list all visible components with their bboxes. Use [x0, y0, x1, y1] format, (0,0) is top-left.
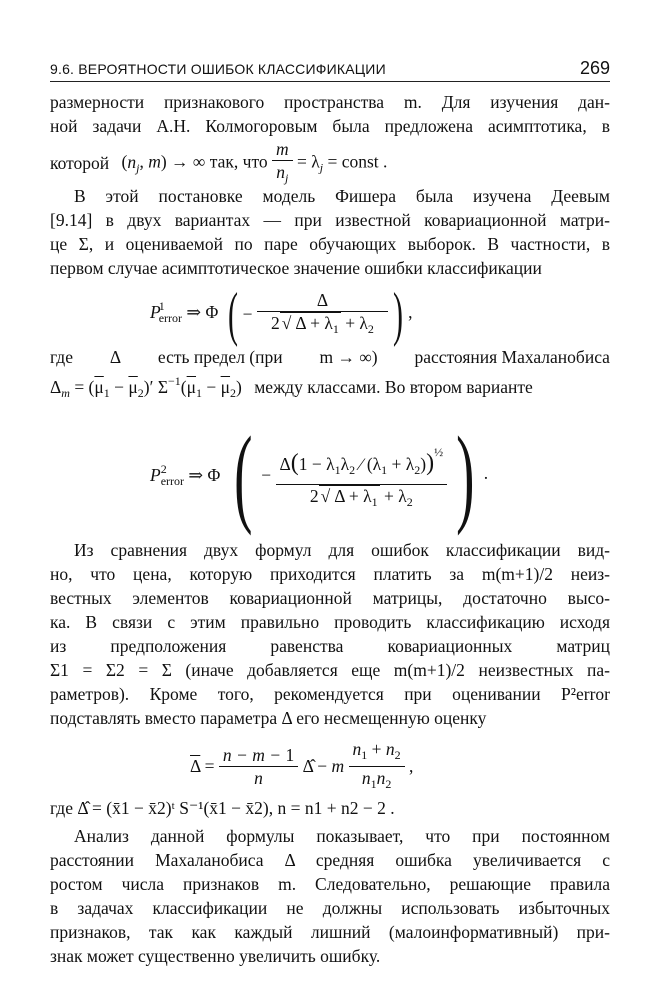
text-fragment: Δ	[109, 347, 122, 367]
formula-text	[387, 138, 388, 139]
text-line: но, что цена, которую приходится платить за m(m+1)/2 неиз-	[50, 564, 610, 584]
text-fragment: где	[50, 347, 73, 367]
text-line: В этой постановке модель Фишера была изучена Деевым	[74, 186, 610, 206]
formula-text	[488, 420, 489, 421]
unbiased-estimate-formula: $\overline{\Delta}$ = $\frac{n - m - 1}{n}$ Δ̂ − m $\frac{n_1 + n_2}{n_1n_2}$ ,	[190, 739, 414, 791]
kolmogorov-asymptotics-line	[50, 138, 387, 189]
text-fragment: есть предел (при	[157, 347, 283, 367]
text-line: раметров). Кроме того, рекомендуется при оценивании P²error	[50, 684, 610, 704]
paragraph-conclusion	[50, 824, 610, 968]
text-line: признаков, так как каждый лишний (малоинформативный) при-	[50, 922, 610, 942]
text-line: расстоянии Махаланобиса Δ средняя ошибка увеличивается с	[50, 850, 610, 870]
page-number: 269	[579, 58, 610, 78]
text-line: це Σ, и оцениваемой по паре обучающих выборок. В частности, в	[50, 234, 610, 254]
paragraph-fisher-model	[50, 184, 610, 280]
mahalanobis-definition-line1	[50, 347, 610, 368]
error-formula-known-covariance: $P^1_{error}$ ⇒ Φ ( − $\frac{\Delta}{2 √ \Delta + \lambda_1 + \lambda_2}$ ) ,	[150, 281, 413, 347]
mahalanobis-formula: $\Delta_m = (\overline{\mu}_1 - \overline{\mu}_2)'$ $\Sigma^{-1}(\overline{\mu}_1 - \overline{\mu}_2)$	[50, 374, 242, 400]
text-line: [9.14] в двух вариантах — при известной ковариационной матри-	[50, 210, 610, 230]
text-line: ка. В связи с этим правильно проводить классификацию исходя	[50, 612, 610, 632]
section-title: 9.6. ВЕРОЯТНОСТИ ОШИБОК КЛАССИФИКАЦИИ	[50, 61, 386, 77]
text-line: подставлять вместо параметра Δ его несмещенную оценку	[50, 708, 487, 728]
error-formula-estimated-covariance: $P^2_{error}$ ⇒ Φ ( − $\frac{\Delta(1 - \lambda_1\lambda_2 ∕ (\lambda_1 + \lambda_2))^{\frac{1}{2}}}{2 √ \Delta + \lambda_1 + \lambda_2}$ ) .	[150, 414, 489, 536]
text-line: вестных элементов ковариационной матрицы, достаточно высо-	[50, 588, 610, 608]
text-line: ростом числа признаков m. Следовательно, решающие правила	[50, 874, 610, 894]
text-line: Из сравнения двух формул для ошибок классификации вид-	[74, 540, 610, 560]
formula-text	[413, 738, 414, 739]
text-fragment: m → ∞)	[319, 347, 378, 367]
text-line: Σ1 = Σ2 = Σ (иначе добавляется еще m(m+1)/2 неизвестных па-	[50, 660, 610, 680]
asymptotic-condition-formula: ($n_j$, m) → ∞ так, что $\frac{m}{n_j}$ = $\lambda_j$ = const .	[121, 139, 388, 185]
formula-comma: ,	[408, 302, 413, 323]
paragraph-comparison	[50, 538, 610, 730]
text-line: первом случае асимптотическое значение ошибки классификации	[50, 258, 542, 278]
text-line: ной задачи А.Н. Колмогоровым была предложена асимптотика, в	[50, 116, 610, 136]
text-line: Анализ данной формулы показывает, что при постоянном	[74, 826, 610, 846]
formula-text	[412, 284, 413, 285]
text-line: из предположения равенства ковариационных матриц	[50, 636, 610, 656]
mahalanobis-definition-line2	[50, 374, 533, 401]
text-line: знак может существенно увеличить ошибку.	[50, 946, 381, 966]
formula-text	[533, 374, 534, 375]
text-fragment: расстояния Махаланобиса	[414, 347, 610, 367]
text-fragment: которой	[50, 153, 110, 173]
formula-period: .	[483, 463, 489, 484]
paragraph-asymptotics	[50, 90, 610, 138]
delta-hat-definition: где Δ̂ = (x̄1 − x̄2)ᵗ S⁻¹(x̄1 − x̄2), n = n1 + n2 − 2 .	[50, 798, 395, 818]
text-line: в задачах классификации не должны использовать избыточных	[50, 898, 610, 918]
running-header	[50, 58, 610, 82]
text-line: размерности признакового пространства m. Для изучения дан-	[50, 92, 610, 112]
text-fragment: между классами. Во втором варианте	[254, 377, 533, 397]
